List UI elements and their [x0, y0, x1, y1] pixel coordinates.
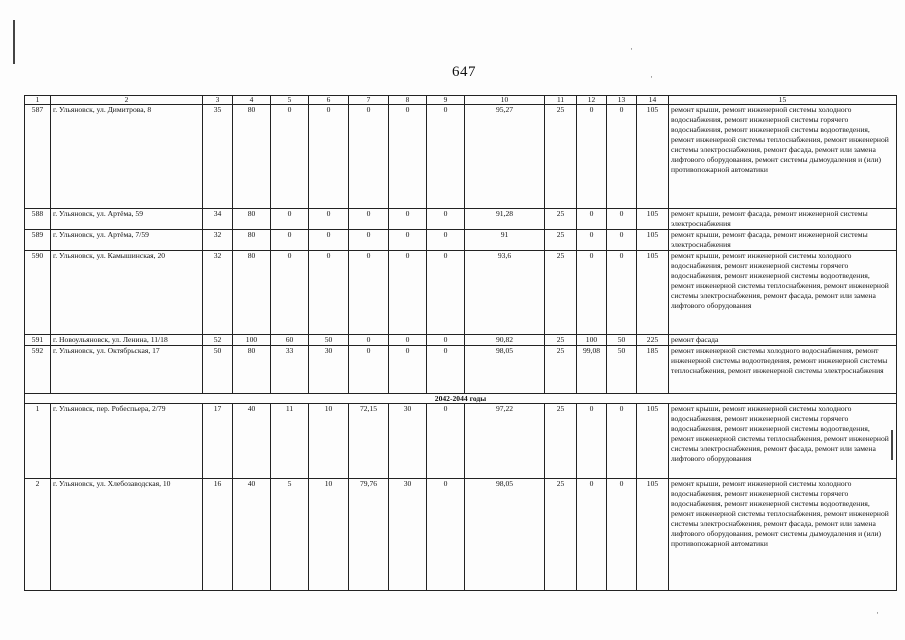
table-cell: 50 [607, 335, 637, 346]
table-cell: 34 [203, 209, 233, 230]
table-cell: 25 [545, 251, 577, 335]
table-cell: 0 [427, 346, 465, 394]
table-cell: 16 [203, 479, 233, 591]
table-cell: 0 [427, 404, 465, 479]
table-cell: 99,08 [577, 346, 607, 394]
table-cell: 80 [233, 105, 271, 209]
column-header: 5 [271, 96, 309, 105]
table-row [25, 479, 897, 591]
table-cell: 0 [427, 209, 465, 230]
column-header: 1 [25, 96, 51, 105]
table-cell: 0 [607, 404, 637, 479]
table-cell: 0 [271, 230, 309, 251]
column-header: 3 [203, 96, 233, 105]
table-cell: 32 [203, 230, 233, 251]
table-cell: 0 [607, 251, 637, 335]
work-types-cell: ремонт крыши, ремонт инженерной системы холодного водоснабжения, ремонт инженерной системы горячего водоснабжения, ремонт инженерной системы водоотведения, ремонт инженерной системы теплоснабжения, ремонт инженерной системы электроснабжения, ремонт фасада, ремонт или замена лифтового оборудования, ремонт системы дымоудаления и (или) противопожарной автоматики [669, 479, 897, 591]
table-cell: 10 [309, 479, 349, 591]
table-cell: 50 [309, 335, 349, 346]
table-cell: 0 [309, 251, 349, 335]
table-cell: 25 [545, 404, 577, 479]
table-cell: 25 [545, 209, 577, 230]
work-types-cell: ремонт крыши, ремонт инженерной системы холодного водоснабжения, ремонт инженерной системы горячего водоснабжения, ремонт инженерной системы водоотведения, ремонт инженерной системы теплоснабжения, ремонт инженерной системы электроснабжения, ремонт фасада, ремонт или замена лифтового оборудования [669, 251, 897, 335]
table-cell: 50 [607, 346, 637, 394]
table-row [25, 230, 897, 251]
table-cell: 50 [203, 346, 233, 394]
table-cell: 0 [349, 335, 389, 346]
table-cell: 0 [349, 105, 389, 209]
table-cell: 0 [271, 251, 309, 335]
table-cell: 40 [233, 404, 271, 479]
table-cell: 60 [271, 335, 309, 346]
section-title: 2042-2044 годы [25, 394, 897, 404]
table-cell: 93,6 [465, 251, 545, 335]
column-header: 10 [465, 96, 545, 105]
scan-speck: · [630, 44, 633, 54]
scan-edge-mark [13, 20, 15, 64]
table-cell: 0 [349, 209, 389, 230]
table-cell: 91 [465, 230, 545, 251]
column-header: 15 [669, 96, 897, 105]
table-cell: 5 [271, 479, 309, 591]
table-cell: 0 [427, 251, 465, 335]
table-cell: 0 [309, 209, 349, 230]
column-header: 6 [309, 96, 349, 105]
table-row [25, 251, 897, 335]
table-cell: 79,76 [349, 479, 389, 591]
table-cell: 100 [233, 335, 271, 346]
column-header: 4 [233, 96, 271, 105]
table-cell: 105 [637, 251, 669, 335]
table-cell: 592 [25, 346, 51, 394]
table-cell: 105 [637, 105, 669, 209]
table-cell: 97,22 [465, 404, 545, 479]
table-cell: 32 [203, 251, 233, 335]
table-cell: 80 [233, 209, 271, 230]
column-number-row [25, 96, 897, 105]
table-cell: 0 [271, 209, 309, 230]
table-cell: 0 [389, 230, 427, 251]
table-cell: 105 [637, 404, 669, 479]
table-cell: 80 [233, 346, 271, 394]
table-cell: 0 [577, 230, 607, 251]
table-row [25, 335, 897, 346]
capital-repair-table [24, 95, 897, 591]
table-cell: 25 [545, 105, 577, 209]
table-cell: 80 [233, 251, 271, 335]
table-cell: 589 [25, 230, 51, 251]
table-cell: 590 [25, 251, 51, 335]
table-cell: 2 [25, 479, 51, 591]
work-types-cell: ремонт инженерной системы холодного водоснабжения, ремонт инженерной системы водоотведения, ремонт инженерной системы теплоснабжения, ремонт инженерной системы электроснабжения [669, 346, 897, 394]
table-cell: 105 [637, 479, 669, 591]
table-row [25, 105, 897, 209]
work-types-cell: ремонт крыши, ремонт фасада, ремонт инженерной системы электроснабжения [669, 209, 897, 230]
table-cell: 0 [607, 209, 637, 230]
table-cell: 98,05 [465, 346, 545, 394]
column-header: 13 [607, 96, 637, 105]
table-cell: 95,27 [465, 105, 545, 209]
column-header: 9 [427, 96, 465, 105]
column-header: 8 [389, 96, 427, 105]
table-cell: 91,28 [465, 209, 545, 230]
table-cell: 0 [607, 105, 637, 209]
address-cell: г. Ульяновск, ул. Октябрьская, 17 [51, 346, 203, 394]
table-cell: 30 [389, 404, 427, 479]
section-header-row [25, 394, 897, 404]
column-header: 2 [51, 96, 203, 105]
table-cell: 80 [233, 230, 271, 251]
table-cell: 10 [309, 404, 349, 479]
table-cell: 0 [577, 251, 607, 335]
table-cell: 25 [545, 230, 577, 251]
table-cell: 25 [545, 335, 577, 346]
table-cell: 72,15 [349, 404, 389, 479]
scan-speck: · [650, 72, 653, 82]
table-cell: 17 [203, 404, 233, 479]
table-row [25, 209, 897, 230]
table-cell: 33 [271, 346, 309, 394]
table-row [25, 404, 897, 479]
column-header: 11 [545, 96, 577, 105]
address-cell: г. Новоульяновск, ул. Ленина, 11/18 [51, 335, 203, 346]
table-row [25, 346, 897, 394]
table-cell: 0 [389, 209, 427, 230]
table-cell: 40 [233, 479, 271, 591]
table-cell: 1 [25, 404, 51, 479]
table-cell: 52 [203, 335, 233, 346]
scan-speck: · [876, 608, 879, 618]
address-cell: г. Ульяновск, ул. Хлебозаводская, 10 [51, 479, 203, 591]
table-cell: 0 [607, 479, 637, 591]
address-cell: г. Ульяновск, пер. Робеспьера, 2/79 [51, 404, 203, 479]
table-cell: 0 [389, 346, 427, 394]
work-types-cell: ремонт фасада [669, 335, 897, 346]
table-cell: 0 [577, 209, 607, 230]
address-cell: г. Ульяновск, ул. Димитрова, 8 [51, 105, 203, 209]
table-cell: 25 [545, 479, 577, 591]
table-cell: 0 [349, 230, 389, 251]
table-cell: 35 [203, 105, 233, 209]
table-cell: 185 [637, 346, 669, 394]
table-cell: 11 [271, 404, 309, 479]
table-cell: 0 [389, 105, 427, 209]
table-cell: 30 [309, 346, 349, 394]
table-cell: 90,82 [465, 335, 545, 346]
table-cell: 0 [309, 230, 349, 251]
table-cell: 0 [389, 335, 427, 346]
table-cell: 0 [389, 251, 427, 335]
table-cell: 100 [577, 335, 607, 346]
table-cell: 587 [25, 105, 51, 209]
table-cell: 0 [577, 479, 607, 591]
table-cell: 591 [25, 335, 51, 346]
table-cell: 0 [309, 105, 349, 209]
table-cell: 588 [25, 209, 51, 230]
table-cell: 0 [349, 346, 389, 394]
table-cell: 105 [637, 230, 669, 251]
column-header: 7 [349, 96, 389, 105]
table-cell: 0 [427, 230, 465, 251]
table-cell: 0 [427, 105, 465, 209]
table-cell: 105 [637, 209, 669, 230]
table-cell: 0 [607, 230, 637, 251]
address-cell: г. Ульяновск, ул. Артёма, 59 [51, 209, 203, 230]
address-cell: г. Ульяновск, ул. Камышинская, 20 [51, 251, 203, 335]
table-cell: 0 [577, 404, 607, 479]
table-cell: 0 [427, 335, 465, 346]
table-cell: 0 [427, 479, 465, 591]
table-cell: 225 [637, 335, 669, 346]
table-cell: 25 [545, 346, 577, 394]
column-header: 12 [577, 96, 607, 105]
table-cell: 0 [577, 105, 607, 209]
work-types-cell: ремонт крыши, ремонт инженерной системы холодного водоснабжения, ремонт инженерной системы горячего водоснабжения, ремонт инженерной системы водоотведения, ремонт инженерной системы теплоснабжения, ремонт инженерной системы электроснабжения, ремонт фасада, ремонт или замена лифтового оборудования [669, 404, 897, 479]
work-types-cell: ремонт крыши, ремонт инженерной системы холодного водоснабжения, ремонт инженерной системы горячего водоснабжения, ремонт инженерной системы водоотведения, ремонт инженерной системы теплоснабжения, ремонт инженерной системы электроснабжения, ремонт фасада, ремонт или замена лифтового оборудования, ремонт системы дымоудаления и (или) противопожарной автоматики [669, 105, 897, 209]
address-cell: г. Ульяновск, ул. Артёма, 7/59 [51, 230, 203, 251]
table-cell: 30 [389, 479, 427, 591]
page-number: 647 [452, 64, 476, 80]
table-cell: 0 [349, 251, 389, 335]
table-cell: 98,05 [465, 479, 545, 591]
work-types-cell: ремонт крыши, ремонт фасада, ремонт инженерной системы электроснабжения [669, 230, 897, 251]
column-header: 14 [637, 96, 669, 105]
table-cell: 0 [271, 105, 309, 209]
